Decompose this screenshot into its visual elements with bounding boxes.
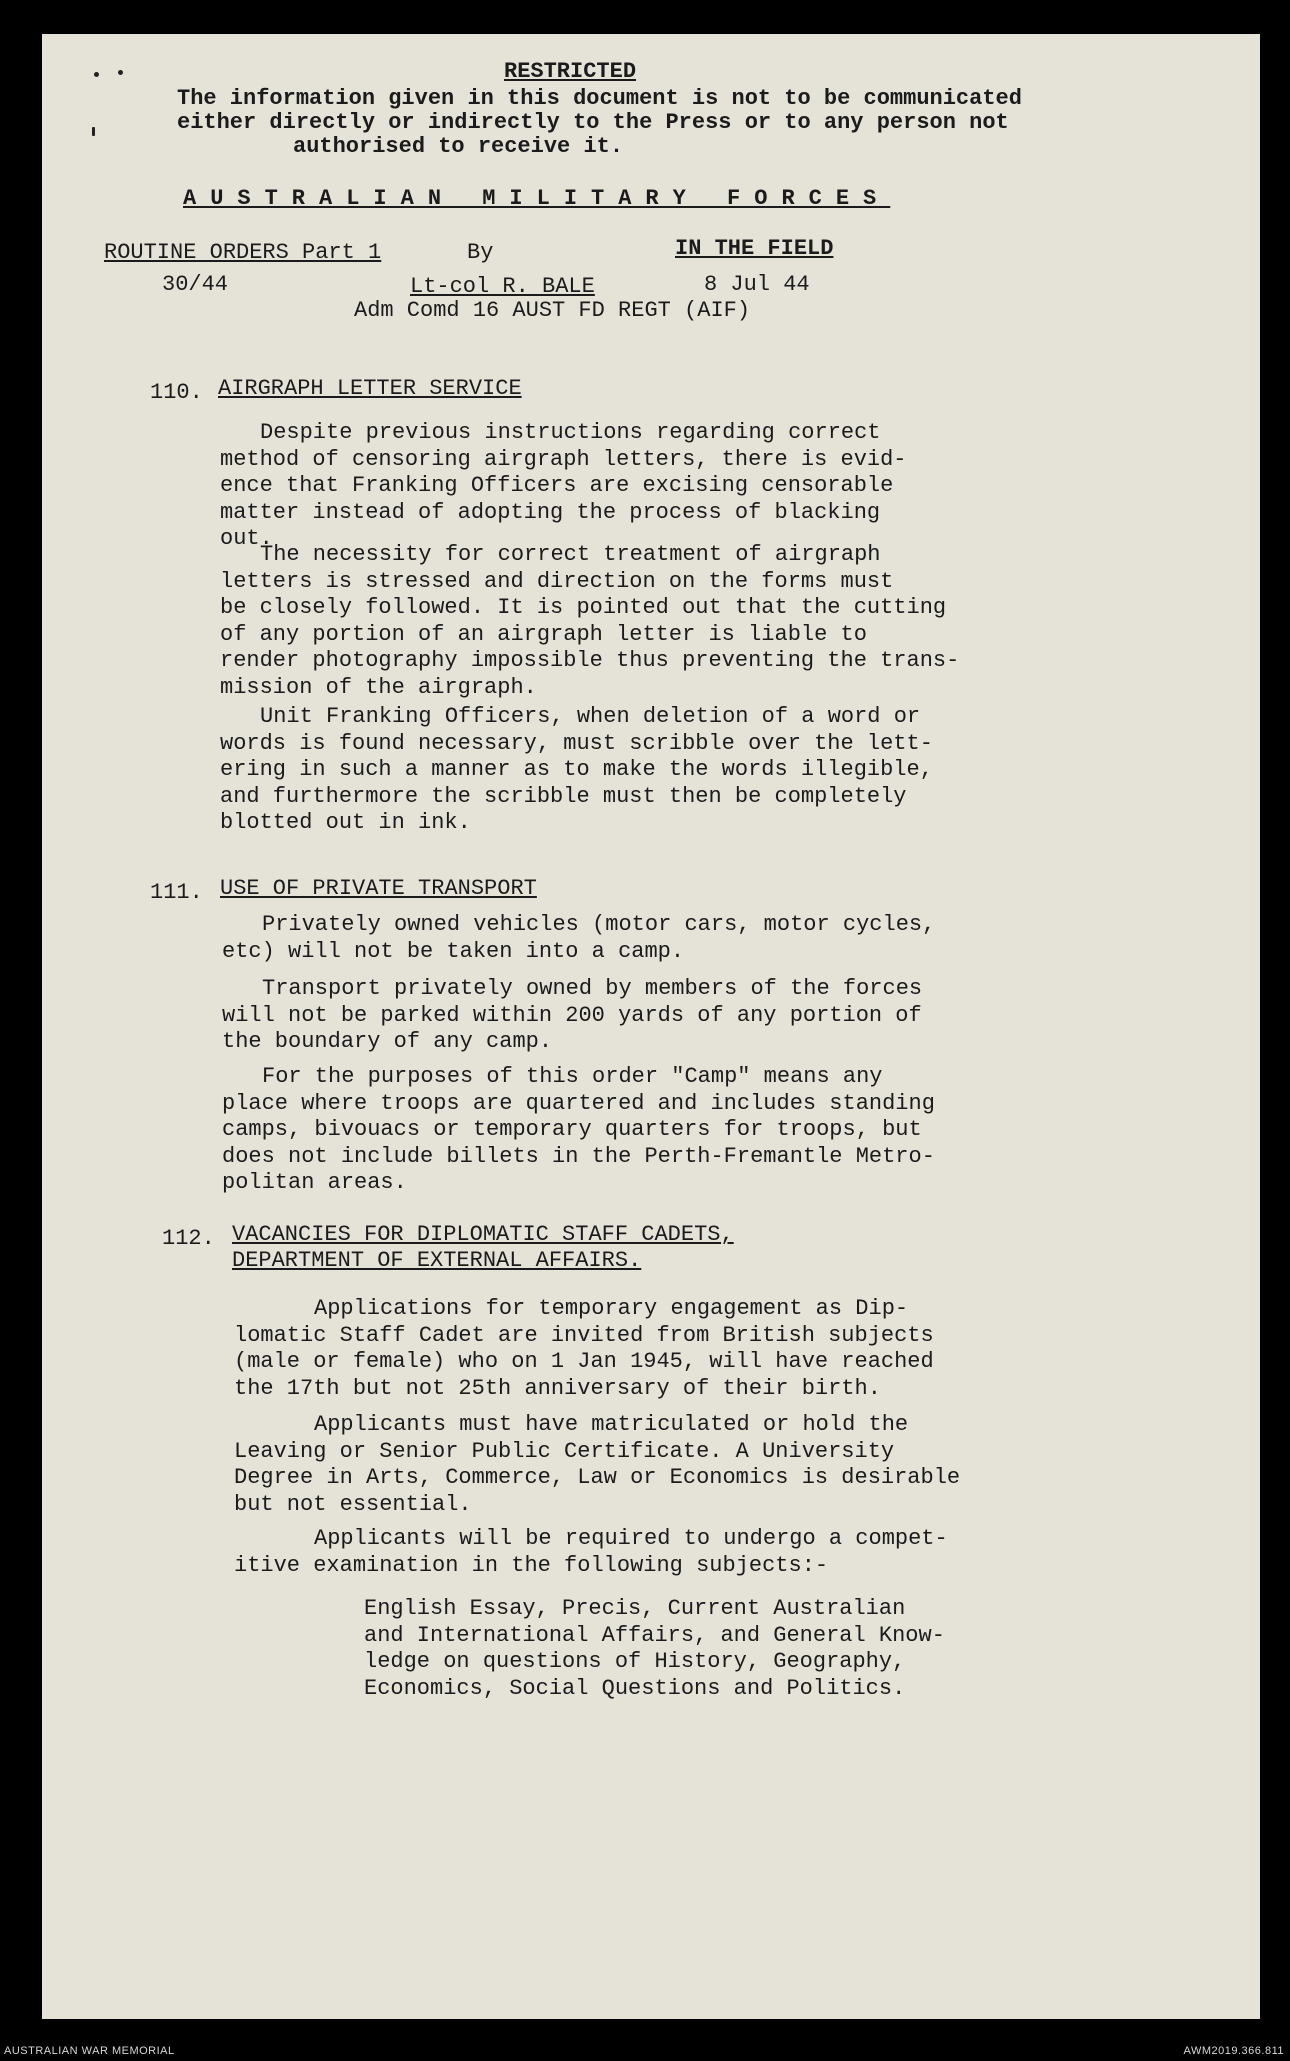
text-line: itive examination in the following subjects:- [234,1552,829,1578]
command-line: Adm Comd 16 AUST FD REGT (AIF) [354,298,751,323]
punch-mark [118,70,123,75]
text-line: render photography impossible thus preventing the trans- [220,648,960,673]
text-line: camps, bivouacs or temporary quarters for troops, but [222,1117,922,1142]
text-line: Applications for temporary engagement as Dip- [314,1296,909,1321]
warning-line-2: either directly or indirectly to the Press or to any person not [177,110,1009,135]
text-line: Degree in Arts, Commerce, Law or Economics is desirable [234,1465,961,1490]
section-number: 112. [162,1226,215,1251]
text-line: does not include billets in the Perth-Fremantle Metro- [222,1143,935,1169]
officer-name: Lt-col R. BALE [410,274,595,299]
text-line: Economics, Social Questions and Politics. [364,1675,906,1701]
section-paragraph [222,912,935,965]
text-line: blotted out in ink. [220,810,471,835]
document-page [42,34,1260,2019]
text-line: Applicants must have matriculated or hold the [314,1412,909,1437]
text-line: Privately owned vehicles (motor cars, motor cycles, [262,912,936,937]
text-line: ence that Franking Officers are excising censorable [220,473,894,498]
text-line: lomatic Staff Cadet are invited from British subjects [234,1322,934,1348]
section-paragraph [220,704,933,837]
section-heading: DEPARTMENT OF EXTERNAL AFFAIRS. [232,1248,642,1273]
text-line: be closely followed. It is pointed out that the cutting [220,595,947,620]
text-line: ering in such a manner as to make the words illegible, [220,757,933,782]
warning-line-1: The information given in this document is not to be communicated [177,86,1022,111]
section-paragraph [220,420,907,553]
text-line: Transport privately owned by members of the forces [262,976,923,1001]
text-line: For the purposes of this order "Camp" means any [262,1064,883,1089]
section-number: 110. [150,380,203,405]
by-label: By [467,240,494,265]
footer-accession: AWM2019.366.811 [1183,2045,1284,2057]
punch-mark [92,127,95,136]
text-line: mission of the airgraph. [220,674,537,700]
punch-mark [94,72,99,77]
section-heading: VACANCIES FOR DIPLOMATIC STAFF CADETS, [232,1222,734,1247]
text-line: letters is stressed and direction on the forms must [220,568,894,594]
section-paragraph [222,1064,935,1197]
text-line: method of censoring airgraph letters, there is evid- [220,446,907,472]
orders-number: 30/44 [162,272,229,297]
text-line: will not be parked within 200 yards of any portion of [222,1002,922,1028]
text-line: and International Affairs, and General Know- [364,1622,945,1648]
warning-line-3: authorised to receive it. [293,134,624,159]
section-paragraph [234,1412,960,1518]
location-label: IN THE FIELD [675,236,834,261]
text-line: Unit Franking Officers, when deletion of a word or [260,704,921,729]
section-number: 111. [150,880,203,905]
text-line: matter instead of adopting the process of blacking [220,499,881,525]
text-line: and furthermore the scribble must then be completely [220,783,907,809]
document-title: AUSTRALIAN MILITARY FORCES [183,186,891,211]
text-line: Leaving or Senior Public Certificate. A University [234,1438,895,1464]
text-line: ledge on questions of History, Geography, [364,1649,906,1674]
order-date: 8 Jul 44 [704,272,810,297]
footer-credit: AUSTRALIAN WAR MEMORIAL [4,2045,175,2057]
text-line: out. [220,526,273,551]
orders-label: ROUTINE ORDERS Part 1 [104,240,382,265]
text-line: but not essential. [234,1491,472,1517]
text-line: Despite previous instructions regarding correct [260,420,881,445]
section-paragraph [220,542,959,701]
section-paragraph [234,1526,948,1579]
section-heading: AIRGRAPH LETTER SERVICE [218,376,522,401]
text-line: the 17th but not 25th anniversary of their birth. [234,1375,881,1401]
text-line: etc) will not be taken into a camp. [222,938,685,964]
text-line: politan areas. [222,1170,407,1195]
section-heading: USE OF PRIVATE TRANSPORT [220,876,537,901]
text-line: (male or female) who on 1 Jan 1945, will have reached [234,1349,934,1374]
text-line: The necessity for correct treatment of airgraph [260,542,881,567]
text-line: words is found necessary, must scribble over the lett- [220,730,933,756]
classification-label: RESTRICTED [504,59,637,84]
text-line: the boundary of any camp. [222,1029,553,1054]
text-line: place where troops are quartered and includes standing [222,1090,935,1116]
section-paragraph [364,1596,945,1702]
text-line: English Essay, Precis, Current Australian [364,1596,906,1621]
section-paragraph [222,976,922,1056]
section-paragraph [234,1296,934,1402]
text-line: Applicants will be required to undergo a compet- [314,1526,948,1551]
text-line: of any portion of an airgraph letter is liable to [220,621,867,647]
